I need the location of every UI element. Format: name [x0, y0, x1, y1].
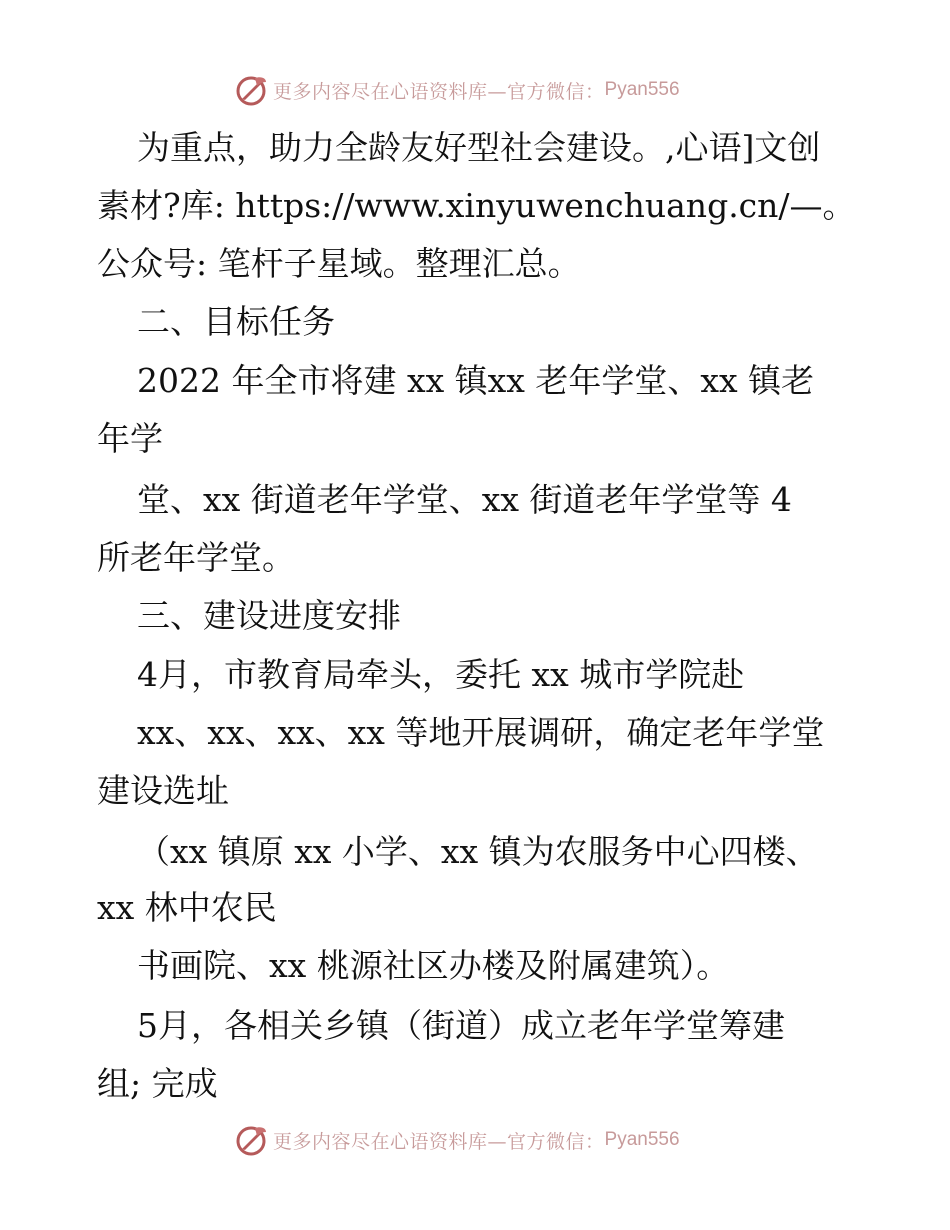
header-banner-text: 更多内容尽在心语资料库—官方微信： — [273, 80, 605, 103]
section-heading: 三、建设进度安排 — [137, 596, 401, 635]
text-line: xx、xx、xx、xx 等地开展调研，确定老年学堂 — [137, 713, 825, 752]
quill-logo-icon — [233, 72, 269, 108]
text-line: 素材?库: https://www.xinyuwenchuang.cn/—。 — [97, 186, 856, 225]
text-line: 书画院、xx 桃源社区办楼及附属建筑）。 — [137, 946, 730, 985]
footer-banner-id: Pyan556 — [604, 1129, 680, 1150]
text-line: 年学 — [97, 419, 163, 458]
footer-banner-text: 更多内容尽在心语资料库—官方微信： — [273, 1130, 605, 1153]
quill-logo-icon — [233, 1122, 269, 1158]
text-line: 5月，各相关乡镇（街道）成立老年学堂筹建 — [137, 1006, 785, 1045]
text-line: 为重点，助力全龄友好型社会建设。,心语]文创 — [137, 128, 821, 167]
text-line: （xx 镇原 xx 小学、xx 镇为农服务中心四楼、 — [137, 832, 819, 871]
text-line: 公众号: 笔杆子星域。整理汇总。 — [97, 244, 581, 283]
footer-watermark-banner — [233, 1120, 680, 1160]
text-line: 组; 完成 — [97, 1064, 218, 1103]
text-line: 所老年学堂。 — [97, 538, 295, 577]
text-line: 堂、xx 街道老年学堂、xx 街道老年学堂等 4 — [137, 480, 792, 519]
header-watermark-banner — [233, 70, 680, 110]
text-line: 2022 年全市将建 xx 镇xx 老年学堂、xx 镇老 — [137, 361, 815, 400]
text-line: xx 林中农民 — [97, 888, 277, 927]
header-banner-id: Pyan556 — [604, 79, 680, 100]
section-heading: 二、目标任务 — [137, 302, 335, 341]
text-line: 4月，市教育局牵头，委托 xx 城市学院赴 — [137, 655, 745, 694]
text-line: 建设选址 — [97, 771, 229, 810]
